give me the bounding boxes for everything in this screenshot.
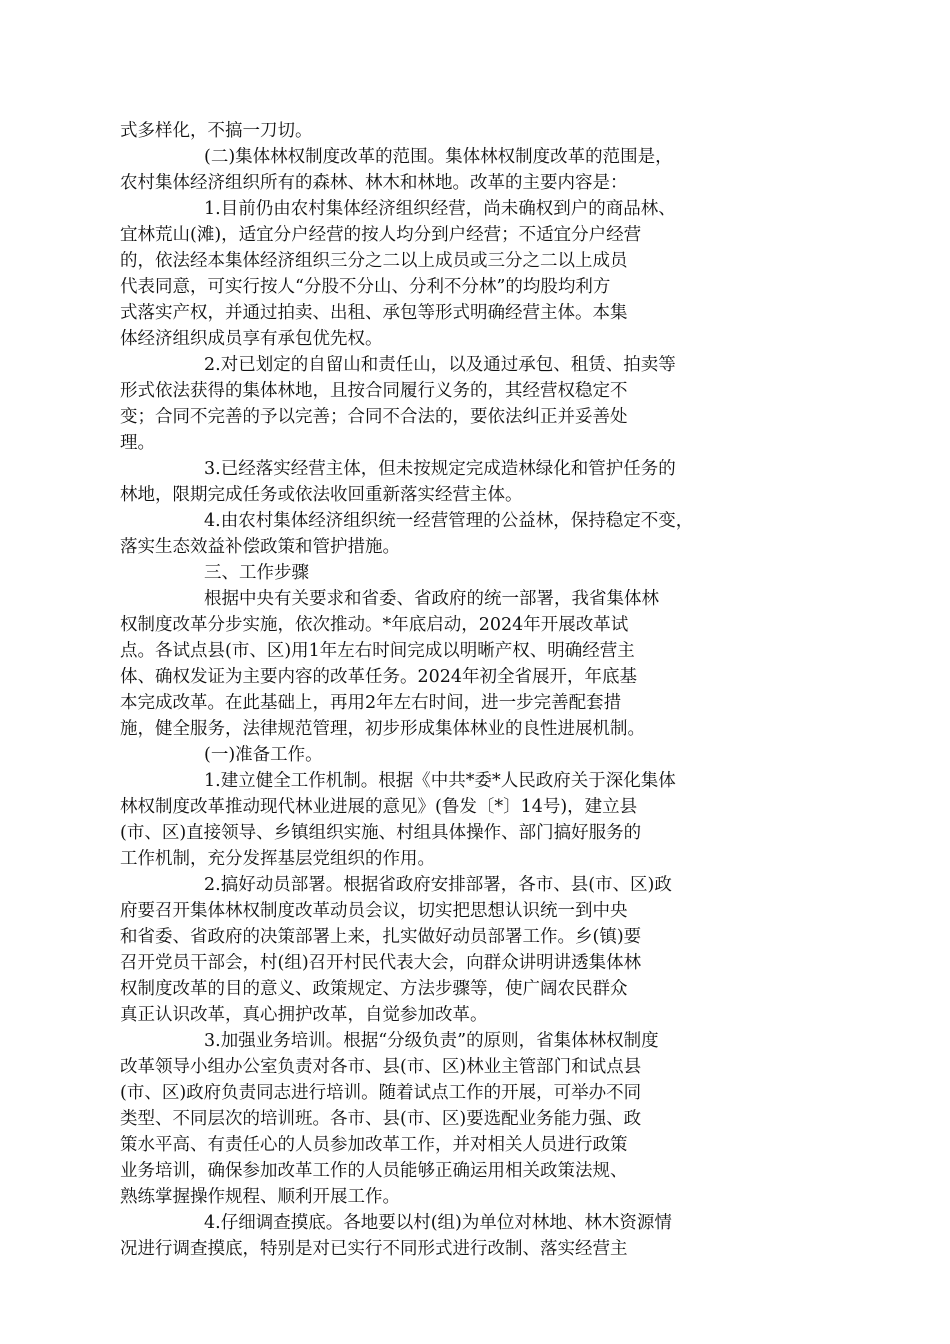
text-line: 和省委、省政府的决策部署上来，扎实做好动员部署工作。乡(镇)要 <box>120 927 642 947</box>
text-line: 召开党员干部会，村(组)召开村民代表大会，向群众讲明讲透集体林 <box>120 953 642 973</box>
text-line: (市、区)直接领导、乡镇组织实施、村组具体操作、部门搞好服务的 <box>120 823 642 843</box>
text-line: 工作机制，充分发挥基层党组织的作用。 <box>120 849 435 869</box>
text-line: 体、确权发证为主要内容的改革任务。2024年初全省展开，年底基 <box>120 667 638 687</box>
text-line: 式多样化，不搞一刀切。 <box>120 121 313 141</box>
text-line: 的，依法经本集体经济组织三分之二以上成员或三分之二以上成员 <box>120 251 628 271</box>
text-line: 3.加强业务培训。根据“分级负责”的原则，省集体林权制度 <box>204 1031 659 1051</box>
text-line: 4.由农村集体经济组织统一经营管理的公益林，保持稳定不变， <box>204 511 694 531</box>
text-line: 3.已经落实经营主体，但未按规定完成造林绿化和管护任务的 <box>204 459 676 479</box>
text-line: 根据中央有关要求和省委、省政府的统一部署，我省集体林 <box>204 589 659 609</box>
text-line: 2.搞好动员部署。根据省政府安排部署，各市、县(市、区)政 <box>204 875 672 895</box>
text-line: (一)准备工作。 <box>204 745 323 765</box>
text-line: 1.目前仍由农村集体经济组织经营，尚未确权到户的商品林、 <box>204 199 676 219</box>
text-line: 理。 <box>120 433 155 453</box>
text-line: 业务培训，确保参加改革工作的人员能够正确运用相关政策法规、 <box>120 1161 628 1181</box>
text-line: 策水平高、有责任心的人员参加改革工作，并对相关人员进行政策 <box>120 1135 628 1155</box>
text-line: 权制度改革分步实施，依次推动。*年底启动，2024年开展改革试 <box>120 615 629 635</box>
text-line: 熟练掌握操作规程、顺利开展工作。 <box>120 1187 400 1207</box>
text-line: 农村集体经济组织所有的森林、林木和林地。改革的主要内容是： <box>120 173 628 193</box>
text-line: 类型、不同层次的培训班。各市、县(市、区)要选配业务能力强、政 <box>120 1109 642 1129</box>
text-line: 真正认识改革，真心拥护改革，自觉参加改革。 <box>120 1005 488 1025</box>
text-line: 1.建立健全工作机制。根据《中共*委*人民政府关于深化集体 <box>204 771 676 791</box>
text-line: 林权制度改革推动现代林业进展的意见》(鲁发〔*〕14号)，建立县 <box>120 797 638 817</box>
text-line: 点。各试点县(市、区)用1年左右时间完成以明晰产权、明确经营主 <box>120 641 635 661</box>
text-line: 式落实产权，并通过拍卖、出租、承包等形式明确经营主体。本集 <box>120 303 628 323</box>
text-line: 权制度改革的目的意义、政策规定、方法步骤等，使广阔农民群众 <box>120 979 628 999</box>
text-line: 变；合同不完善的予以完善；合同不合法的，要依法纠正并妥善处 <box>120 407 628 427</box>
text-line: 林地，限期完成任务或依法收回重新落实经营主体。 <box>120 485 523 505</box>
document-body <box>120 118 820 1262</box>
text-line: (市、区)政府负责同志进行培训。随着试点工作的开展，可举办不同 <box>120 1083 642 1103</box>
text-line: 施，健全服务，法律规范管理，初步形成集体林业的良性进展机制。 <box>120 719 645 739</box>
text-line: 2.对已划定的自留山和责任山，以及通过承包、租赁、拍卖等 <box>204 355 676 375</box>
text-line: 况进行调查摸底，特别是对已实行不同形式进行改制、落实经营主 <box>120 1239 628 1259</box>
text-line: 代表同意，可实行按人“分股不分山、分利不分林”的均股均利方 <box>120 277 611 297</box>
text-line: 本完成改革。在此基础上，再用2年左右时间，进一步完善配套措 <box>120 693 622 713</box>
text-line: 落实生态效益补偿政策和管护措施。 <box>120 537 400 557</box>
text-line: 宜林荒山(滩)，适宜分户经营的按人均分到户经营；不适宜分户经营 <box>120 225 642 245</box>
text-line: 形式依法获得的集体林地，且按合同履行义务的，其经营权稳定不 <box>120 381 628 401</box>
text-line: 府要召开集体林权制度改革动员会议，切实把思想认识统一到中央 <box>120 901 628 921</box>
text-line: 三、工作步骤 <box>204 563 309 583</box>
text-line: 体经济组织成员享有承包优先权。 <box>120 329 383 349</box>
text-line: (二)集体林权制度改革的范围。集体林权制度改革的范围是， <box>204 147 673 167</box>
text-line: 4.仔细调查摸底。各地要以村(组)为单位对林地、林木资源情 <box>204 1213 672 1233</box>
text-line: 改革领导小组办公室负责对各市、县(市、区)林业主管部门和试点县 <box>120 1057 642 1077</box>
